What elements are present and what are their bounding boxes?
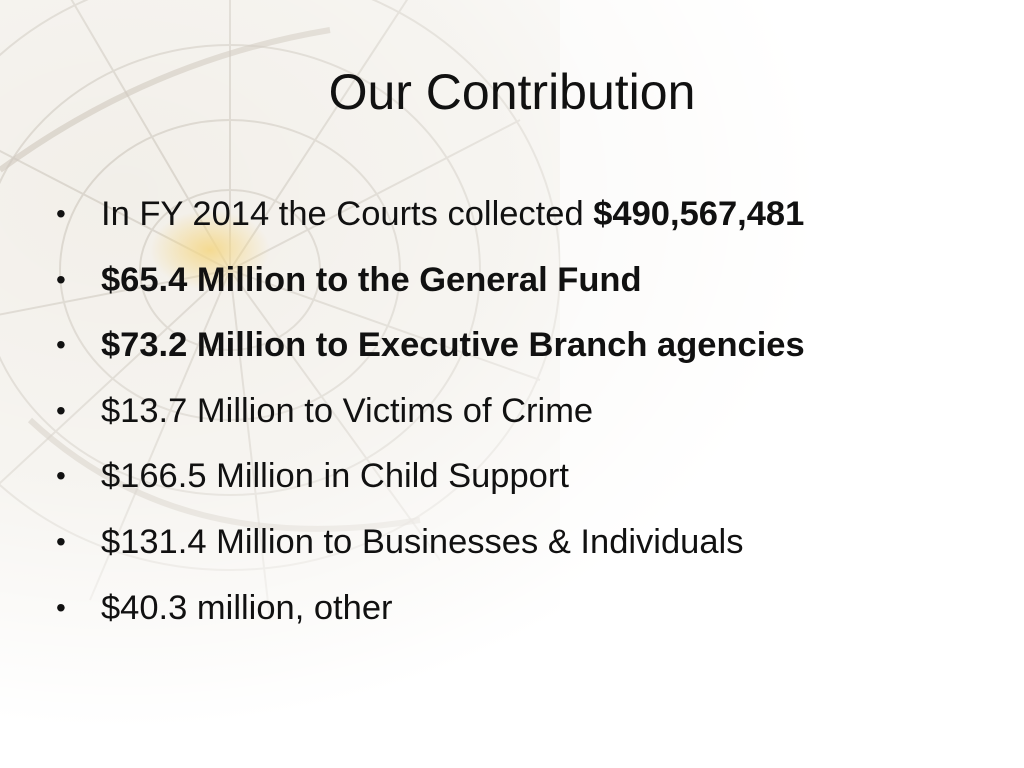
- list-item: [56, 448, 996, 514]
- bullet-icon: •: [56, 198, 66, 229]
- bullet-text: [101, 383, 593, 439]
- bullet-bold-text: $65.4 Million to the General Fund: [101, 260, 642, 299]
- list-item: [56, 252, 996, 318]
- bullet-plain-text: $40.3 million, other: [101, 588, 393, 627]
- bullet-list: [56, 186, 996, 645]
- bullet-bold-text: $73.2 Million to Executive Branch agencies: [101, 326, 805, 365]
- bullet-plain-text: In FY 2014 the Courts collected: [101, 195, 594, 233]
- list-item: [56, 514, 996, 580]
- bullet-icon: •: [56, 263, 66, 295]
- list-item: [56, 383, 996, 449]
- bullet-text: [101, 252, 642, 308]
- bullet-icon: •: [56, 460, 66, 492]
- bullet-plain-text: $131.4 Million to Businesses & Individuals: [101, 522, 744, 561]
- bullet-icon: •: [56, 329, 66, 361]
- bullet-icon: •: [56, 591, 66, 623]
- bullet-text: [101, 514, 743, 570]
- bullet-plain-text: $13.7 Million to Victims of Crime: [101, 391, 594, 430]
- bullet-bold-text: $490,567,481: [593, 195, 805, 233]
- bullet-text: [101, 186, 804, 242]
- bullet-icon: •: [56, 525, 66, 557]
- bullet-text: [101, 317, 805, 373]
- slide-title: Our Contribution: [328, 64, 696, 120]
- list-item: [56, 317, 996, 383]
- list-item: [56, 580, 996, 646]
- bullet-plain-text: $166.5 Million in Child Support: [101, 457, 569, 496]
- bullet-icon: •: [56, 394, 66, 426]
- bullet-text: [101, 580, 393, 636]
- list-item: [56, 186, 996, 252]
- bullet-text: [101, 448, 569, 504]
